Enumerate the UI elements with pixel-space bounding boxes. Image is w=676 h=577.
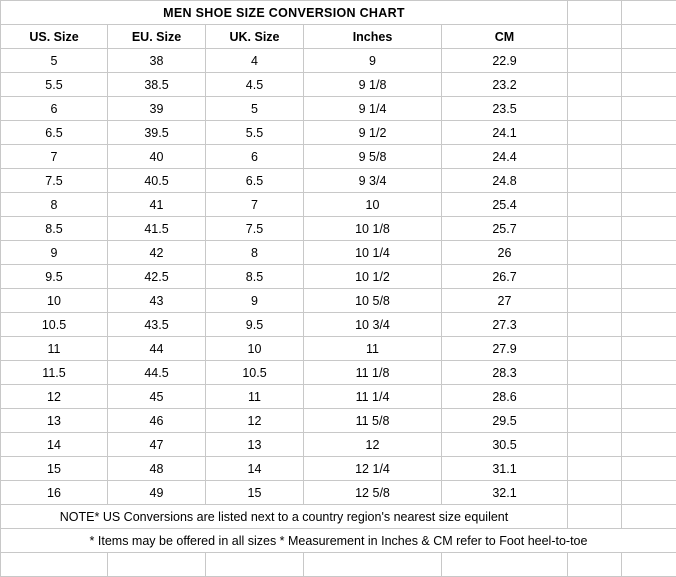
chart-title: MEN SHOE SIZE CONVERSION CHART	[1, 1, 568, 25]
table-row	[1, 385, 676, 409]
cell-us-size: 9	[1, 241, 108, 265]
table-row	[1, 97, 676, 121]
cell-eu-size: 44	[108, 337, 206, 361]
cell-inches: 9	[304, 49, 442, 73]
table-row	[1, 265, 676, 289]
table-row	[1, 169, 676, 193]
blank-cell	[568, 337, 622, 361]
cell-us-size: 10	[1, 289, 108, 313]
table-row	[1, 481, 676, 505]
cell-inches: 10	[304, 193, 442, 217]
cell-us-size: 7	[1, 145, 108, 169]
cell-cm: 28.3	[442, 361, 568, 385]
blank-cell	[622, 217, 676, 241]
cell-us-size: 10.5	[1, 313, 108, 337]
cell-eu-size: 47	[108, 433, 206, 457]
blank-cell	[622, 433, 676, 457]
blank-cell	[622, 49, 676, 73]
table-row	[1, 313, 676, 337]
blank-cell	[442, 553, 568, 577]
table-row	[1, 457, 676, 481]
blank-cell	[568, 505, 622, 529]
blank-cell	[622, 553, 676, 577]
blank-cell	[568, 49, 622, 73]
cell-eu-size: 43	[108, 289, 206, 313]
blank-cell	[622, 265, 676, 289]
cell-eu-size: 43.5	[108, 313, 206, 337]
cell-uk-size: 6	[206, 145, 304, 169]
cell-cm: 24.4	[442, 145, 568, 169]
blank-cell	[568, 241, 622, 265]
blank-cell	[1, 553, 108, 577]
cell-eu-size: 39.5	[108, 121, 206, 145]
blank-cell	[568, 457, 622, 481]
cell-eu-size: 42	[108, 241, 206, 265]
blank-cell	[622, 121, 676, 145]
blank-cell	[568, 361, 622, 385]
note-row-2	[1, 529, 676, 553]
cell-uk-size: 9	[206, 289, 304, 313]
blank-cell	[568, 289, 622, 313]
blank-cell	[568, 169, 622, 193]
cell-uk-size: 15	[206, 481, 304, 505]
cell-inches: 12	[304, 433, 442, 457]
blank-cell	[622, 25, 676, 49]
cell-us-size: 5	[1, 49, 108, 73]
blank-cell	[622, 481, 676, 505]
cell-eu-size: 48	[108, 457, 206, 481]
cell-us-size: 14	[1, 433, 108, 457]
cell-us-size: 13	[1, 409, 108, 433]
cell-cm: 28.6	[442, 385, 568, 409]
blank-cell	[622, 241, 676, 265]
cell-uk-size: 4	[206, 49, 304, 73]
blank-cell	[622, 1, 676, 25]
cell-eu-size: 44.5	[108, 361, 206, 385]
cell-cm: 25.4	[442, 193, 568, 217]
cell-us-size: 7.5	[1, 169, 108, 193]
cell-cm: 25.7	[442, 217, 568, 241]
cell-uk-size: 10.5	[206, 361, 304, 385]
cell-eu-size: 39	[108, 97, 206, 121]
cell-us-size: 5.5	[1, 73, 108, 97]
cell-us-size: 12	[1, 385, 108, 409]
table-row	[1, 121, 676, 145]
cell-eu-size: 49	[108, 481, 206, 505]
blank-cell	[568, 193, 622, 217]
cell-us-size: 8	[1, 193, 108, 217]
blank-cell	[206, 553, 304, 577]
cell-us-size: 6	[1, 97, 108, 121]
blank-cell	[622, 313, 676, 337]
blank-cell	[568, 265, 622, 289]
cell-inches: 10 1/2	[304, 265, 442, 289]
cell-inches: 10 1/4	[304, 241, 442, 265]
cell-cm: 31.1	[442, 457, 568, 481]
cell-inches: 11	[304, 337, 442, 361]
blank-cell	[622, 169, 676, 193]
blank-cell	[568, 145, 622, 169]
blank-cell	[622, 289, 676, 313]
blank-cell	[568, 385, 622, 409]
cell-inches: 11 5/8	[304, 409, 442, 433]
blank-cell	[568, 1, 622, 25]
cell-cm: 27.9	[442, 337, 568, 361]
blank-cell	[622, 409, 676, 433]
cell-cm: 23.5	[442, 97, 568, 121]
cell-uk-size: 5	[206, 97, 304, 121]
blank-cell	[568, 481, 622, 505]
blank-cell	[622, 97, 676, 121]
cell-uk-size: 7.5	[206, 217, 304, 241]
cell-inches: 10 5/8	[304, 289, 442, 313]
column-header-cm: CM	[442, 25, 568, 49]
cell-cm: 29.5	[442, 409, 568, 433]
blank-cell	[622, 457, 676, 481]
cell-uk-size: 10	[206, 337, 304, 361]
cell-cm: 24.1	[442, 121, 568, 145]
cell-cm: 22.9	[442, 49, 568, 73]
table-row	[1, 49, 676, 73]
blank-cell	[568, 121, 622, 145]
cell-cm: 32.1	[442, 481, 568, 505]
cell-inches: 9 3/4	[304, 169, 442, 193]
cell-cm: 24.8	[442, 169, 568, 193]
cell-inches: 12 1/4	[304, 457, 442, 481]
table-body	[1, 1, 676, 577]
cell-eu-size: 40	[108, 145, 206, 169]
blank-cell	[568, 313, 622, 337]
cell-inches: 9 1/8	[304, 73, 442, 97]
cell-eu-size: 38	[108, 49, 206, 73]
cell-uk-size: 13	[206, 433, 304, 457]
blank-cell	[622, 361, 676, 385]
table-row	[1, 145, 676, 169]
table-row	[1, 217, 676, 241]
cell-eu-size: 40.5	[108, 169, 206, 193]
table-row	[1, 289, 676, 313]
note-row-1	[1, 505, 676, 529]
cell-eu-size: 41	[108, 193, 206, 217]
cell-us-size: 8.5	[1, 217, 108, 241]
table-row	[1, 241, 676, 265]
cell-uk-size: 7	[206, 193, 304, 217]
cell-us-size: 15	[1, 457, 108, 481]
column-header-inches: Inches	[304, 25, 442, 49]
cell-us-size: 6.5	[1, 121, 108, 145]
cell-uk-size: 5.5	[206, 121, 304, 145]
blank-cell	[568, 409, 622, 433]
cell-eu-size: 42.5	[108, 265, 206, 289]
blank-cell	[622, 193, 676, 217]
blank-cell	[568, 433, 622, 457]
blank-cell	[622, 337, 676, 361]
cell-uk-size: 9.5	[206, 313, 304, 337]
table-row	[1, 193, 676, 217]
blank-cell	[568, 553, 622, 577]
cell-inches: 9 5/8	[304, 145, 442, 169]
table-row	[1, 433, 676, 457]
cell-inches: 11 1/4	[304, 385, 442, 409]
cell-eu-size: 41.5	[108, 217, 206, 241]
cell-us-size: 16	[1, 481, 108, 505]
cell-uk-size: 8	[206, 241, 304, 265]
blank-cell	[622, 73, 676, 97]
column-header-us-size: US. Size	[1, 25, 108, 49]
cell-inches: 10 3/4	[304, 313, 442, 337]
blank-cell	[622, 145, 676, 169]
cell-uk-size: 12	[206, 409, 304, 433]
cell-uk-size: 6.5	[206, 169, 304, 193]
empty-row	[1, 553, 676, 577]
cell-uk-size: 4.5	[206, 73, 304, 97]
table-row	[1, 73, 676, 97]
blank-cell	[568, 73, 622, 97]
blank-cell	[568, 217, 622, 241]
blank-cell	[304, 553, 442, 577]
table-row	[1, 361, 676, 385]
cell-uk-size: 11	[206, 385, 304, 409]
table-row	[1, 337, 676, 361]
blank-cell	[568, 97, 622, 121]
cell-cm: 23.2	[442, 73, 568, 97]
blank-cell	[108, 553, 206, 577]
cell-cm: 26.7	[442, 265, 568, 289]
header-row	[1, 25, 676, 49]
blank-cell	[622, 385, 676, 409]
cell-cm: 26	[442, 241, 568, 265]
title-row	[1, 1, 676, 25]
cell-us-size: 11	[1, 337, 108, 361]
cell-inches: 11 1/8	[304, 361, 442, 385]
cell-inches: 12 5/8	[304, 481, 442, 505]
cell-eu-size: 38.5	[108, 73, 206, 97]
cell-cm: 27	[442, 289, 568, 313]
cell-uk-size: 14	[206, 457, 304, 481]
column-header-eu-size: EU. Size	[108, 25, 206, 49]
cell-us-size: 11.5	[1, 361, 108, 385]
cell-eu-size: 45	[108, 385, 206, 409]
note-measurement: * Items may be offered in all sizes * Measurement in Inches & CM refer to Foot heel-to-toe	[1, 529, 676, 553]
blank-cell	[568, 25, 622, 49]
cell-cm: 27.3	[442, 313, 568, 337]
note-conversions: NOTE* US Conversions are listed next to a country region's nearest size equilent	[1, 505, 568, 529]
cell-inches: 9 1/4	[304, 97, 442, 121]
column-header-uk-size: UK. Size	[206, 25, 304, 49]
table-row	[1, 409, 676, 433]
cell-cm: 30.5	[442, 433, 568, 457]
cell-eu-size: 46	[108, 409, 206, 433]
cell-uk-size: 8.5	[206, 265, 304, 289]
cell-inches: 10 1/8	[304, 217, 442, 241]
blank-cell	[622, 505, 676, 529]
cell-us-size: 9.5	[1, 265, 108, 289]
cell-inches: 9 1/2	[304, 121, 442, 145]
